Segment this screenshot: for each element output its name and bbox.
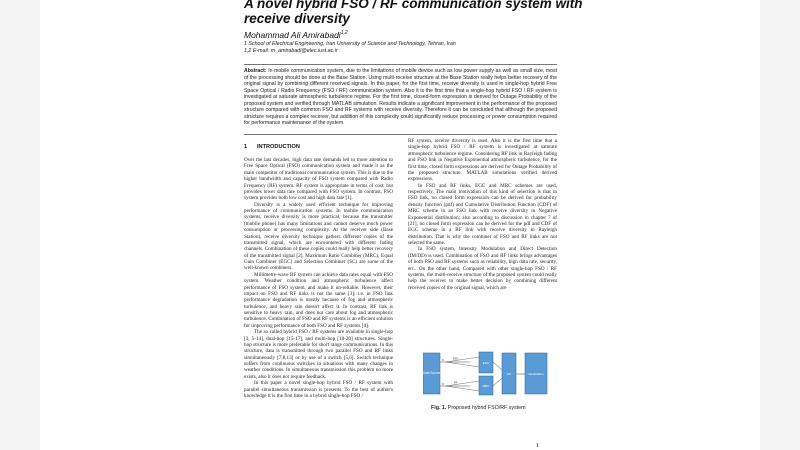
abstract-top-rule xyxy=(244,64,557,65)
paragraph: RF system, receive diversity is used. Also it is the first time that a single-hop hybrid FSO / RF system is investigated at saturate atmospheric turbulence regime. Considering RF link in Rayleigh fading and FSO link in Negative Exponential atmospheric turbulence, for the first time, closed form expressions are derived for Outage Probability of the proposed structure. MATLAB simulations verified derived expressions. xyxy=(408,138,557,183)
section-heading xyxy=(244,144,300,150)
x-label-top: x xyxy=(442,358,444,362)
abstract-text: In mobile communication system, due to the limitations of mobile device such as low power supply as well as small size, most of the processing should be done at the Base Station. Using multi-receive structure at the Base Station really helps better recovery of the original signal by combining different received signals. In this paper, for the first time, receive diversity is used in single-hop hybrid Free Space Optical / Radio Frequency (FSO / RF) communication system. Also it is the first time that a single-hop hybrid FSO / RF system is investigated at saturate atmospheric turbulence regime. For the first time, closed-form expression is derived for Outage Probability of the proposed system and verified through MATLAB simulation. Results indicate a significant improvement in the performance of the proposed structure compared with common FSO and RF systems with receive diversity. Therefore it can be concluded that although the proposed structure requires a complex receiver, but addition of this complexity could significantly reduce processing or power consumption required for performance maintenance of the system. xyxy=(244,68,557,127)
paragraph: In this paper a novel single-hop hybrid FSO / RF system with parallel simultaneous transmission is presents. To the best of author's knowledge it is the first time in a hybrid single-hop FSO / xyxy=(244,380,393,399)
left-column xyxy=(244,157,393,399)
affiliation-email: 1,2 E-mail: m_amirabadi@elec.iust.ac.ir xyxy=(244,48,338,54)
right-column xyxy=(408,138,557,291)
combiner-label: SC xyxy=(506,372,512,376)
section-title: INTRODUCTION xyxy=(257,144,300,150)
mrc-label: MRC xyxy=(482,384,490,388)
paragraph: Diversity is a widely used efficient technique for improving performance of communication systems. In mobile communication systems, receive diversity is more practical, because the transmitter (mobile phone) has many limitations and cannot deserve much power consumption or processing complexity. At the receiver side (Base Station), receive diversity technique gathers different copies of the transmitted signal, which are encountered with different fading channels. Combination of these copies could really help better recovery of the transmitted signal [2]. Maximum Ratio Combiner (MRC), Equal Gain Combiner (EGC) and Selection Combiner (SC) are some of the well-known combiners. xyxy=(244,201,393,272)
x-label-bottom: x xyxy=(442,382,444,386)
paragraph: Millimetre-wave RF system can achieve data rates equal with FSO system. Weather condition and atmospheric turbulence affect performance of FSO system, and make it un-reliable. However, their impact on FSO and RF links is not the same [3]; i.e. in FSO link performance degradation is mostly because of fog and atmospheric turbulence, and heavy rain doesn't affect it. In contrast, RF link is sensitive to heavy rain, and does not care about fog and atmospheric turbulence. Combination of FSO and RF systems is an efficient solution for improving performance of both FSO and RF systems [4]. xyxy=(244,271,393,329)
section-number: 1 xyxy=(244,144,248,150)
egc-label: EGC xyxy=(482,361,490,365)
paragraph: In FSO and RF links, EGC and MRC schemes are used, respectively. The main motivation of this kind of selection is that in FSO link, no closed form expression can be derived for probability density function (pdf) and Cumulative Distribution Function (CDF) of MRC scheme in an FSO link with receive diversity in Negative Exponential distribution; also according to discussion in chapter 7 of [21], no closed form expression can be derived for the pdf and CDF of EGC scheme in a RF link with receive diversity in Rayleigh distribution. That is why the combiner of FSO and RF links are not selected the same. xyxy=(408,182,557,246)
affiliations xyxy=(244,41,456,55)
author-marks: 1,2 xyxy=(340,30,348,37)
left-margin xyxy=(0,0,40,450)
abstract-bottom-rule xyxy=(244,134,557,135)
caption-label: Fig. 1. xyxy=(431,405,447,411)
paragraph: Over the last decades, high data rate demands led to more attention to Free Space Optical (FSO) communication system and made it as the main competitor of traditional communication system. This is due to the higher bandwidth and capacity of FSO system compared with Radio Frequency (RF) system. RF system is appropriate in terms of cost, but provides lower data rate compared with FSO system. In contrast, FSO system provides both low cost and high data rate [1]. xyxy=(244,157,393,202)
paper-title: A novel hybrid FSO / RF communication system with receive diversity xyxy=(244,0,583,26)
egc-to-combiner xyxy=(493,362,502,370)
destination-label: Destination xyxy=(528,372,544,376)
system-diagram xyxy=(423,350,548,397)
abstract-label: Abstract: xyxy=(244,68,267,74)
page-number: 1 xyxy=(536,443,539,449)
caption-text: Proposed hybrid FSO/RF system xyxy=(447,405,526,411)
paragraph: In FSO system, Intensity Modulation and Direct Detection (IM/DD) is used. Combination of FSO and RF links brings advantages of both FSO and RF systems such as reliability, high data rate, security, etc.. On the other hand, Compared with other single-hop FSO / RF systems, the multi-receive structure of the proposed system could really help the receiver to make better decision by combining different received copies of the original signal, which are xyxy=(408,246,557,291)
right-margin xyxy=(760,0,800,450)
mrc-to-combiner xyxy=(493,378,502,386)
author-line xyxy=(244,30,348,40)
author-name: Mohammad Ali Amirabadi xyxy=(244,30,341,40)
affiliation-1: 1 School of Electrical Engineering, Iran University of Science and Technology, Tehran, Iran xyxy=(244,41,456,47)
paragraph: The so called hybrid FSO / RF systems are available in single-hop [3, 5-14], dual-hop [15-17], and multi-hop [18-20] structures. Single-hop structure is more preferable for short range communications. In this structure, data is transmitted through two parallel FSO and RF links simultaneously [7,8,13] or by use of a switch [5,6]. Switch technique suffers from continuous switches in situations with many changes in weather conditions. In simultaneous transmission this problem no more exists, also it does not require feedback. xyxy=(244,329,393,380)
fso-channel-label: FSO xyxy=(453,357,459,361)
abstract xyxy=(244,68,557,127)
data-source-label: Data Source xyxy=(423,371,441,375)
rf-branch-1 xyxy=(446,381,479,386)
fso-branch-1 xyxy=(446,357,479,362)
figure-caption xyxy=(431,405,526,411)
rf-branch-2 xyxy=(446,386,479,391)
rf-channel-label: RF xyxy=(454,381,458,385)
fso-branch-2 xyxy=(446,362,479,367)
